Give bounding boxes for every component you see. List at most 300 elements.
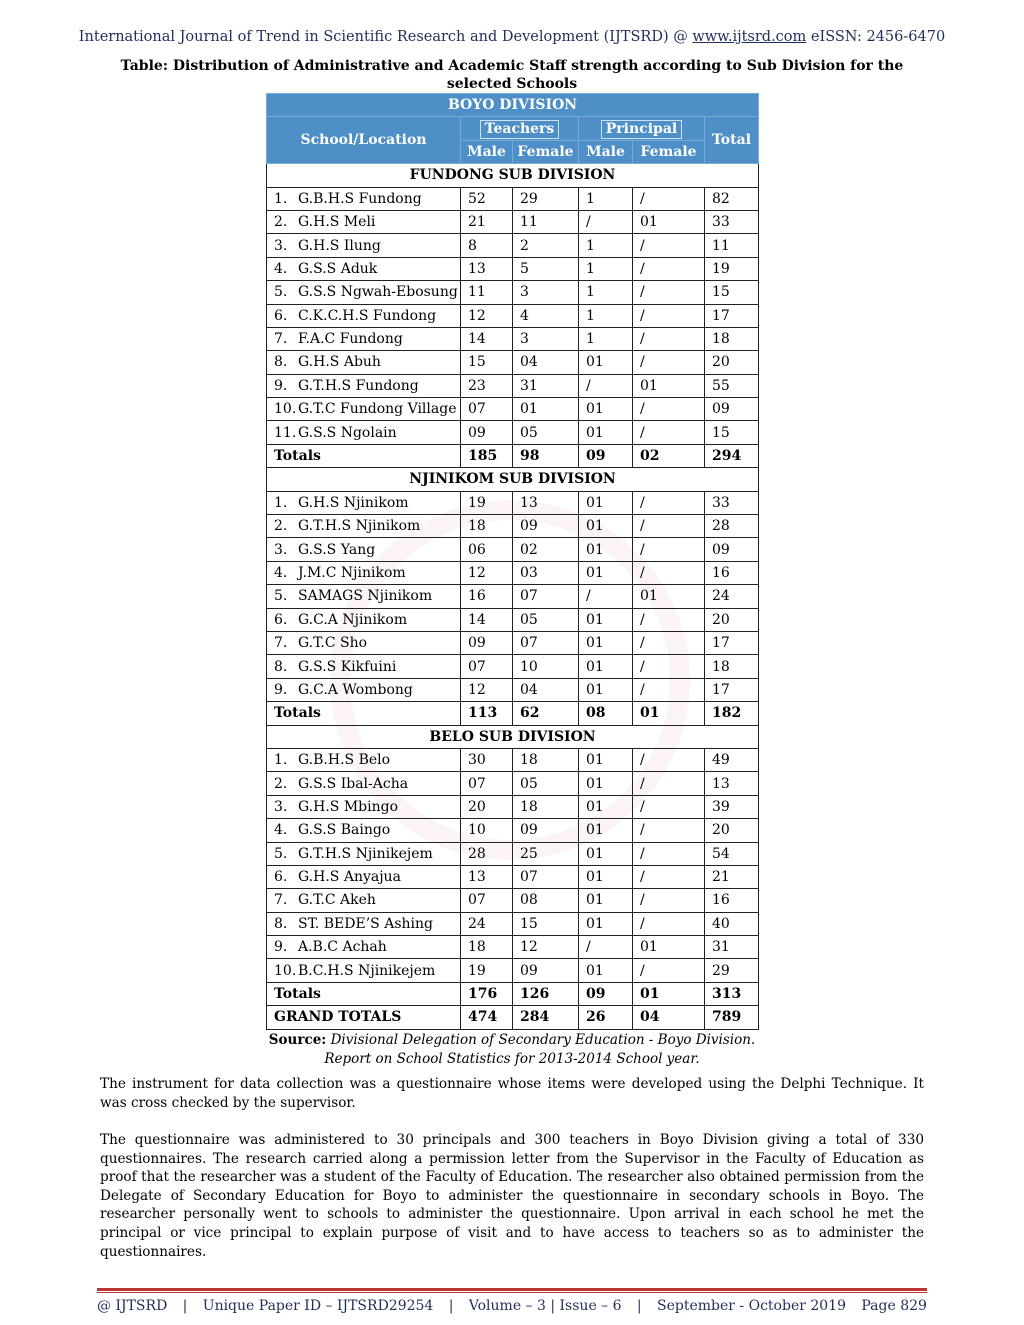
principal-male-cell: 1 xyxy=(579,234,633,257)
paragraph-instrument: The instrument for data collection was a questionnaire whose items were developed using the Delphi Technique. It was cross checked by the supervisor. xyxy=(100,1076,924,1111)
school-cell xyxy=(267,795,461,818)
principal-female-cell: / xyxy=(633,561,705,584)
teachers-female-cell: 08 xyxy=(513,889,579,912)
grand-teachers-female: 284 xyxy=(513,1006,579,1029)
teachers-male-cell: 8 xyxy=(461,234,513,257)
header-text: International Journal of Trend in Scientific Research and Development (IJTSRD) @ xyxy=(78,29,693,45)
principal-female-cell: / xyxy=(633,327,705,350)
teachers-male-cell: 07 xyxy=(461,655,513,678)
school-name: G.T.H.S Njinikejem xyxy=(298,845,433,862)
school-location-header: School/Location xyxy=(267,117,461,164)
school-name: G.T.C Akeh xyxy=(298,892,376,909)
teachers-header: Teachers xyxy=(461,117,579,140)
row-number: 8. xyxy=(274,354,288,371)
row-number: 11. xyxy=(274,424,297,441)
row-number: 3. xyxy=(274,798,288,815)
principal-female-header: Female xyxy=(633,140,705,163)
school-name: G.T.H.S Njinikom xyxy=(298,518,421,535)
school-name: G.B.H.S Fundong xyxy=(298,190,422,207)
teachers-male-header: Male xyxy=(461,140,513,163)
teachers-female-cell: 03 xyxy=(513,561,579,584)
teachers-male-cell: 52 xyxy=(461,187,513,210)
school-cell xyxy=(267,842,461,865)
school-name: G.H.S Abuh xyxy=(298,354,381,371)
teachers-male-cell: 13 xyxy=(461,257,513,280)
school-name: J.M.C Njinikom xyxy=(298,565,406,581)
principal-male-cell: 01 xyxy=(579,351,633,374)
school-name: SAMAGS Njinikom xyxy=(298,588,433,605)
page-footer xyxy=(97,1298,927,1314)
row-number: 1. xyxy=(274,190,288,207)
table-row xyxy=(267,421,759,444)
teachers-male-cell: 30 xyxy=(461,748,513,771)
journal-website-link[interactable]: www.ijtsrd.com xyxy=(692,29,807,45)
teachers-female-cell: 18 xyxy=(513,748,579,771)
school-cell xyxy=(267,351,461,374)
row-number: 1. xyxy=(274,494,288,511)
row-number: 7. xyxy=(274,635,288,652)
school-name: G.S.S Ngwah-Ebosung xyxy=(298,284,458,301)
total-cell: 18 xyxy=(705,655,759,678)
totals-label: Totals xyxy=(267,444,461,467)
school-cell xyxy=(267,281,461,304)
school-name: G.B.H.S Belo xyxy=(298,752,391,769)
total-cell: 11 xyxy=(705,234,759,257)
total-cell: 16 xyxy=(705,889,759,912)
table-row xyxy=(267,210,759,233)
principal-male-cell: 01 xyxy=(579,398,633,421)
section-title: BELO SUB DIVISION xyxy=(267,725,759,748)
total-cell: 20 xyxy=(705,819,759,842)
principal-female-cell: 01 xyxy=(633,210,705,233)
teachers-female-cell: 04 xyxy=(513,678,579,701)
footer-separator: | xyxy=(636,1298,642,1314)
total-cell: 21 xyxy=(705,865,759,888)
teachers-female-total: 126 xyxy=(513,982,579,1005)
teachers-female-cell: 2 xyxy=(513,234,579,257)
table-row xyxy=(267,772,759,795)
school-name: G.T.C Sho xyxy=(298,635,368,652)
totals-label: Totals xyxy=(267,702,461,725)
row-number: 8. xyxy=(274,915,288,932)
teachers-female-cell: 09 xyxy=(513,959,579,982)
teachers-female-total: 98 xyxy=(513,444,579,467)
teachers-female-header: Female xyxy=(513,140,579,163)
row-number: 10. xyxy=(274,962,297,979)
total-cell: 17 xyxy=(705,678,759,701)
principal-male-cell: 01 xyxy=(579,538,633,561)
principal-male-cell: 1 xyxy=(579,281,633,304)
school-name: G.H.S Mbingo xyxy=(298,798,399,815)
teachers-female-cell: 10 xyxy=(513,655,579,678)
section-title: FUNDONG SUB DIVISION xyxy=(267,164,759,187)
school-cell xyxy=(267,187,461,210)
school-name: G.S.S Ngolain xyxy=(298,424,397,441)
principal-male-cell: 1 xyxy=(579,327,633,350)
teachers-male-cell: 19 xyxy=(461,959,513,982)
total-cell: 19 xyxy=(705,257,759,280)
journal-header xyxy=(0,29,1024,45)
principal-female-total: 01 xyxy=(633,702,705,725)
school-name: F.A.C Fundong xyxy=(298,331,403,348)
principal-male-cell: 01 xyxy=(579,889,633,912)
teachers-female-cell: 09 xyxy=(513,515,579,538)
principal-female-cell: 01 xyxy=(633,936,705,959)
principal-male-cell: 01 xyxy=(579,795,633,818)
school-cell xyxy=(267,585,461,608)
principal-male-cell: 01 xyxy=(579,421,633,444)
source-line-2: Report on School Statistics for 2013-2014 School year. xyxy=(324,1051,700,1067)
principal-male-cell: 01 xyxy=(579,491,633,514)
teachers-male-cell: 13 xyxy=(461,865,513,888)
teachers-male-cell: 18 xyxy=(461,936,513,959)
row-number: 9. xyxy=(274,939,288,956)
teachers-male-cell: 07 xyxy=(461,889,513,912)
principal-female-cell: / xyxy=(633,795,705,818)
school-name: G.C.A Njinikom xyxy=(298,611,408,628)
principal-female-cell: / xyxy=(633,538,705,561)
table-row xyxy=(267,515,759,538)
school-cell xyxy=(267,959,461,982)
teachers-female-cell: 07 xyxy=(513,865,579,888)
principal-female-cell: / xyxy=(633,608,705,631)
principal-male-cell: 01 xyxy=(579,631,633,654)
teachers-female-total: 62 xyxy=(513,702,579,725)
school-name: G.T.H.S Fundong xyxy=(298,377,419,394)
teachers-female-cell: 13 xyxy=(513,491,579,514)
totals-row xyxy=(267,982,759,1005)
teachers-female-cell: 15 xyxy=(513,912,579,935)
row-number: 5. xyxy=(274,284,288,301)
principal-male-cell: 01 xyxy=(579,912,633,935)
table-row xyxy=(267,538,759,561)
total-cell: 16 xyxy=(705,561,759,584)
principal-female-cell: / xyxy=(633,491,705,514)
grand-totals-label: GRAND TOTALS xyxy=(267,1006,461,1029)
principal-female-cell: / xyxy=(633,421,705,444)
principal-male-cell: 01 xyxy=(579,842,633,865)
teachers-male-cell: 21 xyxy=(461,210,513,233)
school-cell xyxy=(267,515,461,538)
row-number: 10. xyxy=(274,401,297,418)
school-name: G.S.S Yang xyxy=(298,541,376,558)
principal-female-cell: / xyxy=(633,655,705,678)
principal-female-total: 02 xyxy=(633,444,705,467)
section-header-row xyxy=(267,164,759,187)
principal-female-cell: / xyxy=(633,257,705,280)
teachers-male-cell: 18 xyxy=(461,515,513,538)
total-cell: 54 xyxy=(705,842,759,865)
school-name: G.S.S Aduk xyxy=(298,260,378,277)
school-cell xyxy=(267,421,461,444)
school-name: G.H.S Meli xyxy=(298,214,376,231)
row-number: 4. xyxy=(274,565,288,581)
principal-female-cell: 01 xyxy=(633,374,705,397)
principal-male-cell: 01 xyxy=(579,678,633,701)
school-cell xyxy=(267,748,461,771)
total-cell: 28 xyxy=(705,515,759,538)
total-cell: 09 xyxy=(705,538,759,561)
total-cell: 13 xyxy=(705,772,759,795)
table-row xyxy=(267,398,759,421)
footer-site: @ IJTSRD xyxy=(97,1298,168,1314)
principal-male-cell: 01 xyxy=(579,608,633,631)
total-cell: 55 xyxy=(705,374,759,397)
principal-female-cell: / xyxy=(633,351,705,374)
school-cell xyxy=(267,865,461,888)
principal-male-cell: / xyxy=(579,936,633,959)
row-number: 3. xyxy=(274,541,288,558)
table-row xyxy=(267,187,759,210)
teachers-female-cell: 25 xyxy=(513,842,579,865)
teachers-female-cell: 01 xyxy=(513,398,579,421)
school-cell xyxy=(267,631,461,654)
source-label: Source: xyxy=(268,1032,327,1048)
table-row xyxy=(267,491,759,514)
principal-female-cell: / xyxy=(633,398,705,421)
overall-total: 182 xyxy=(705,702,759,725)
row-number: 7. xyxy=(274,331,288,348)
row-number: 9. xyxy=(274,681,288,698)
total-cell: 17 xyxy=(705,631,759,654)
table-row xyxy=(267,865,759,888)
school-cell xyxy=(267,561,461,584)
row-number: 6. xyxy=(274,307,288,324)
school-cell xyxy=(267,491,461,514)
school-cell xyxy=(267,655,461,678)
principal-female-cell: / xyxy=(633,748,705,771)
school-name: G.H.S Njinikom xyxy=(298,494,409,511)
row-number: 2. xyxy=(274,518,288,535)
row-number: 5. xyxy=(274,588,288,605)
teachers-female-cell: 18 xyxy=(513,795,579,818)
principal-female-cell: / xyxy=(633,842,705,865)
table-row xyxy=(267,819,759,842)
total-cell: 39 xyxy=(705,795,759,818)
school-cell xyxy=(267,374,461,397)
row-number: 6. xyxy=(274,869,288,886)
principal-female-cell: / xyxy=(633,515,705,538)
principal-male-cell: 01 xyxy=(579,772,633,795)
header-issn: eISSN: 2456-6470 xyxy=(806,29,946,45)
total-cell: 24 xyxy=(705,585,759,608)
principal-male-cell: 01 xyxy=(579,515,633,538)
principal-male-cell: 01 xyxy=(579,561,633,584)
teachers-male-total: 113 xyxy=(461,702,513,725)
overall-total: 313 xyxy=(705,982,759,1005)
school-cell xyxy=(267,772,461,795)
section-title: NJINIKOM SUB DIVISION xyxy=(267,468,759,491)
school-name: G.H.S Ilung xyxy=(298,237,381,254)
teachers-male-cell: 12 xyxy=(461,304,513,327)
footer-separator: | xyxy=(448,1298,454,1314)
school-name: G.S.S Baingo xyxy=(298,822,391,839)
teachers-male-total: 176 xyxy=(461,982,513,1005)
totals-row xyxy=(267,444,759,467)
table-row xyxy=(267,748,759,771)
school-cell xyxy=(267,889,461,912)
table-row xyxy=(267,234,759,257)
footer-volume: Volume – 3 | Issue – 6 xyxy=(468,1298,622,1314)
principal-male-cell: / xyxy=(579,210,633,233)
row-number: 7. xyxy=(274,892,288,909)
table-row xyxy=(267,912,759,935)
footer-separator: | xyxy=(182,1298,188,1314)
teachers-male-cell: 16 xyxy=(461,585,513,608)
table-row xyxy=(267,631,759,654)
principal-female-cell: / xyxy=(633,912,705,935)
teachers-female-cell: 12 xyxy=(513,936,579,959)
table-row xyxy=(267,936,759,959)
table-row xyxy=(267,257,759,280)
principal-male-cell: 01 xyxy=(579,748,633,771)
principal-male-cell: / xyxy=(579,585,633,608)
teachers-female-cell: 05 xyxy=(513,608,579,631)
total-cell: 18 xyxy=(705,327,759,350)
school-name: G.S.S Ibal-Acha xyxy=(298,775,409,792)
footer-date: September - October 2019 xyxy=(657,1298,847,1314)
teachers-female-cell: 07 xyxy=(513,585,579,608)
school-cell xyxy=(267,678,461,701)
teachers-male-cell: 20 xyxy=(461,795,513,818)
school-cell xyxy=(267,608,461,631)
school-cell xyxy=(267,257,461,280)
school-cell xyxy=(267,936,461,959)
table-row xyxy=(267,374,759,397)
principal-male-total: 09 xyxy=(579,982,633,1005)
teachers-male-cell: 09 xyxy=(461,421,513,444)
teachers-male-cell: 12 xyxy=(461,561,513,584)
total-cell: 40 xyxy=(705,912,759,935)
principal-female-cell: / xyxy=(633,678,705,701)
principal-male-cell: 01 xyxy=(579,819,633,842)
row-number: 1. xyxy=(274,752,288,769)
principal-female-cell: / xyxy=(633,187,705,210)
principal-female-cell: / xyxy=(633,304,705,327)
grand-totals-row xyxy=(267,1006,759,1029)
teachers-female-cell: 05 xyxy=(513,421,579,444)
total-cell: 49 xyxy=(705,748,759,771)
teachers-male-cell: 14 xyxy=(461,608,513,631)
row-number: 4. xyxy=(274,822,288,839)
principal-male-header: Male xyxy=(579,140,633,163)
total-cell: 31 xyxy=(705,936,759,959)
row-number: 9. xyxy=(274,377,288,394)
totals-label: Totals xyxy=(267,982,461,1005)
table-row xyxy=(267,585,759,608)
table-row xyxy=(267,561,759,584)
row-number: 6. xyxy=(274,611,288,628)
teachers-female-cell: 3 xyxy=(513,327,579,350)
total-cell: 15 xyxy=(705,421,759,444)
school-name: B.C.H.S Njinikejem xyxy=(298,962,436,979)
table-row xyxy=(267,655,759,678)
table-body xyxy=(267,164,759,1029)
teachers-female-cell: 04 xyxy=(513,351,579,374)
teachers-male-total: 185 xyxy=(461,444,513,467)
table-row xyxy=(267,304,759,327)
teachers-female-cell: 09 xyxy=(513,819,579,842)
teachers-female-cell: 07 xyxy=(513,631,579,654)
school-cell xyxy=(267,327,461,350)
school-name: G.H.S Anyajua xyxy=(298,869,401,886)
principal-female-cell: / xyxy=(633,772,705,795)
staff-distribution-table xyxy=(266,93,759,1030)
row-number: 5. xyxy=(274,845,288,862)
teachers-male-cell: 23 xyxy=(461,374,513,397)
teachers-male-cell: 24 xyxy=(461,912,513,935)
school-cell xyxy=(267,912,461,935)
school-cell xyxy=(267,819,461,842)
teachers-male-cell: 07 xyxy=(461,772,513,795)
principal-female-cell: / xyxy=(633,889,705,912)
overall-total: 294 xyxy=(705,444,759,467)
grand-principal-female: 04 xyxy=(633,1006,705,1029)
principal-female-cell: / xyxy=(633,819,705,842)
total-cell: 29 xyxy=(705,959,759,982)
table-row xyxy=(267,889,759,912)
principal-male-cell: 01 xyxy=(579,655,633,678)
footer-rule-thin xyxy=(97,1292,927,1293)
teachers-female-cell: 4 xyxy=(513,304,579,327)
teachers-male-cell: 07 xyxy=(461,398,513,421)
table-row xyxy=(267,351,759,374)
table-source xyxy=(100,1031,924,1069)
total-cell: 33 xyxy=(705,210,759,233)
principal-female-cell: / xyxy=(633,281,705,304)
footer-rule xyxy=(97,1288,927,1291)
school-cell xyxy=(267,234,461,257)
principal-female-total: 01 xyxy=(633,982,705,1005)
teachers-male-cell: 19 xyxy=(461,491,513,514)
footer-page: Page 829 xyxy=(861,1298,927,1314)
teachers-male-cell: 14 xyxy=(461,327,513,350)
row-number: 4. xyxy=(274,260,288,277)
table-row xyxy=(267,678,759,701)
teachers-male-cell: 10 xyxy=(461,819,513,842)
school-name: ST. BEDE’S Ashing xyxy=(298,915,433,932)
total-header: Total xyxy=(705,117,759,164)
total-cell: 17 xyxy=(705,304,759,327)
total-cell: 82 xyxy=(705,187,759,210)
principal-male-total: 08 xyxy=(579,702,633,725)
principal-male-cell: 1 xyxy=(579,304,633,327)
table-row xyxy=(267,281,759,304)
school-name: G.T.C Fundong Village xyxy=(298,401,457,418)
teachers-female-cell: 11 xyxy=(513,210,579,233)
table-row xyxy=(267,959,759,982)
grand-principal-male: 26 xyxy=(579,1006,633,1029)
principal-male-cell: 1 xyxy=(579,187,633,210)
teachers-female-cell: 31 xyxy=(513,374,579,397)
row-number: 2. xyxy=(274,775,288,792)
teachers-female-cell: 3 xyxy=(513,281,579,304)
total-cell: 33 xyxy=(705,491,759,514)
grand-teachers-male: 474 xyxy=(461,1006,513,1029)
principal-male-total: 09 xyxy=(579,444,633,467)
principal-female-cell: / xyxy=(633,865,705,888)
principal-male-cell: 01 xyxy=(579,959,633,982)
table-row xyxy=(267,608,759,631)
teachers-female-cell: 29 xyxy=(513,187,579,210)
total-cell: 09 xyxy=(705,398,759,421)
section-header-row xyxy=(267,725,759,748)
principal-male-cell: 1 xyxy=(579,257,633,280)
school-cell xyxy=(267,538,461,561)
school-cell xyxy=(267,304,461,327)
footer-paper-id: Unique Paper ID – IJTSRD29254 xyxy=(202,1298,434,1314)
school-name: G.C.A Wombong xyxy=(298,681,413,698)
